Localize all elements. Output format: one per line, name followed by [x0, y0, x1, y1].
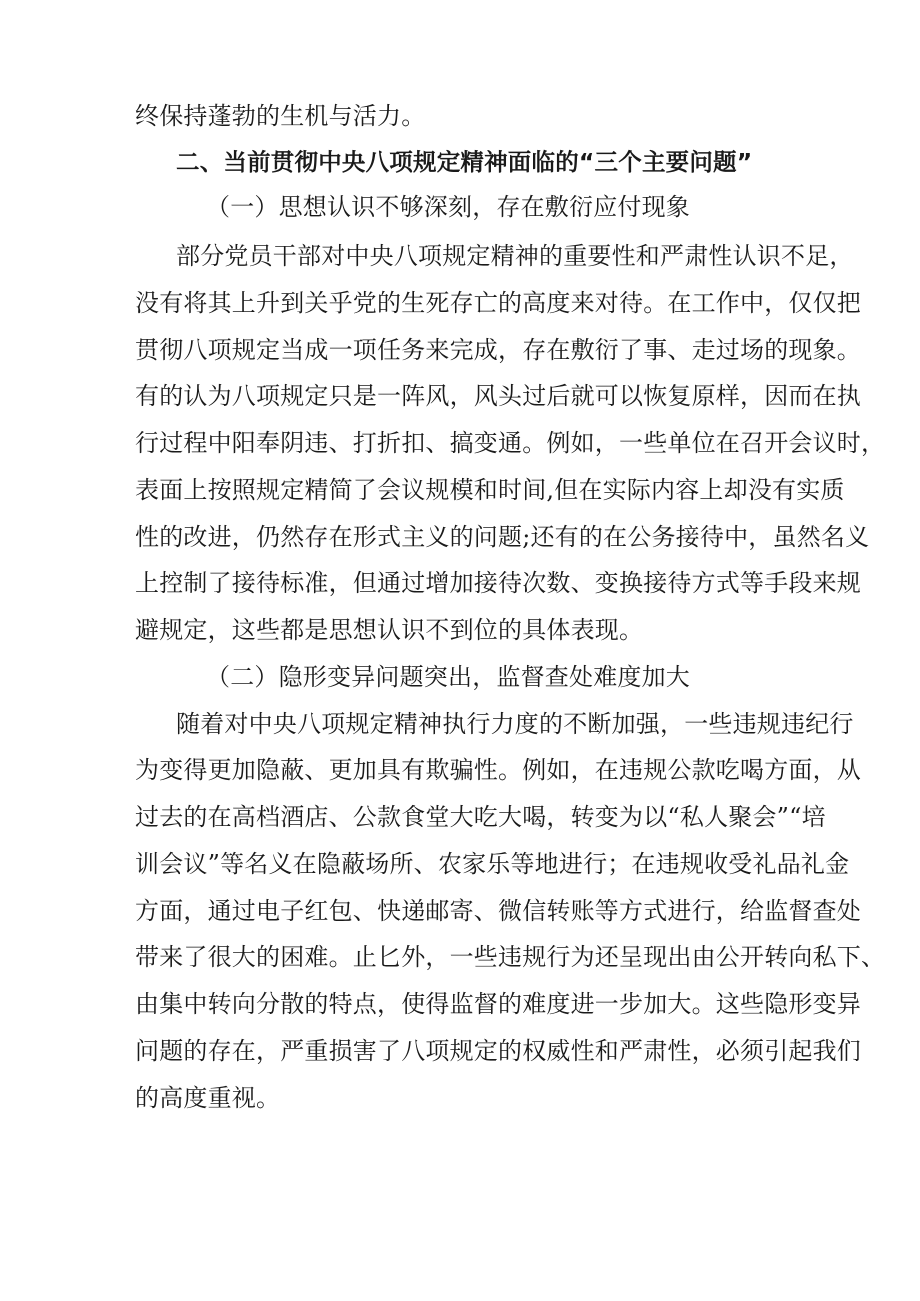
sub2-line-7: 由集中转向分散的特点，使得监督的难度进一步加大。这些隐形变异: [135, 990, 861, 1018]
sub2-line-4: 训会议”等名义在隐蔽场所、农家乐等地进行；在违规收受礼品礼金: [135, 850, 850, 878]
sub1-line-2: 没有将其上升到关乎党的生死存亡的高度来对待。在工作中，仅仅把: [135, 289, 861, 317]
intro-tail-line: 终保持蓬勃的生机与活力。: [135, 102, 426, 130]
sub1-line-8: 上控制了接待标准，但通过增加接待次数、变换接待方式等手段来规: [135, 569, 861, 597]
section-heading: 二、当前贯彻中央八项规定精神面临的“三个主要问题”: [176, 148, 753, 176]
sub1-line-3: 贯彻八项规定当成一项任务来完成，存在敷衍了事、走过场的现象。: [135, 336, 861, 364]
sub2-line-1: 随着对中央八项规定精神执行力度的不断加强，一些违规违纪行: [176, 710, 854, 738]
sub1-line-5: 行过程中阳奉阴违、打折扣、搞变通。例如，一些单位在召开会议时，: [135, 429, 886, 457]
sub2-line-2: 为变得更加隐蔽、更加具有欺骗性。例如，在违规公款吃喝方面，从: [135, 756, 861, 784]
sub1-line-6: 表面上按照规定精简了会议规模和时间,但在实际内容上却没有实质: [135, 476, 845, 504]
sub2-line-8: 问题的存在，严重损害了八项规定的权威性和严肃性，必须引起我们: [135, 1037, 861, 1065]
sub1-line-7: 性的改进，仍然存在形式主义的问题;还有的在公务接待中，虽然名义: [135, 523, 870, 551]
sub1-line-1: 部分党员干部对中央八项规定精神的重要性和严肃性认识不足，: [176, 242, 854, 270]
sub1-line-4: 有的认为八项规定只是一阵风，风头过后就可以恢复原样，因而在执: [135, 382, 861, 410]
sub2-line-3: 过去的在高档酒店、公款食堂大吃大喝，转变为以“私人聚会”“培: [135, 803, 826, 831]
sub2-line-5: 方面，通过电子红包、快递邮寄、微信转账等方式进行，给监督查处: [135, 897, 861, 925]
subsection-1-title: （一）思想认识不够深刻，存在敷衍应付现象: [206, 193, 690, 221]
subsection-2-title: （二）隐形变异问题突出，监督查处难度加大: [206, 663, 690, 691]
sub1-line-9: 避规定，这些都是思想认识不到位的具体表现。: [135, 616, 644, 644]
sub2-line-9: 的高度重视。: [135, 1084, 281, 1112]
sub2-line-6: 带来了很大的困难。止匕外，一些违规行为还呈现出由公开转向私下、: [135, 943, 886, 971]
